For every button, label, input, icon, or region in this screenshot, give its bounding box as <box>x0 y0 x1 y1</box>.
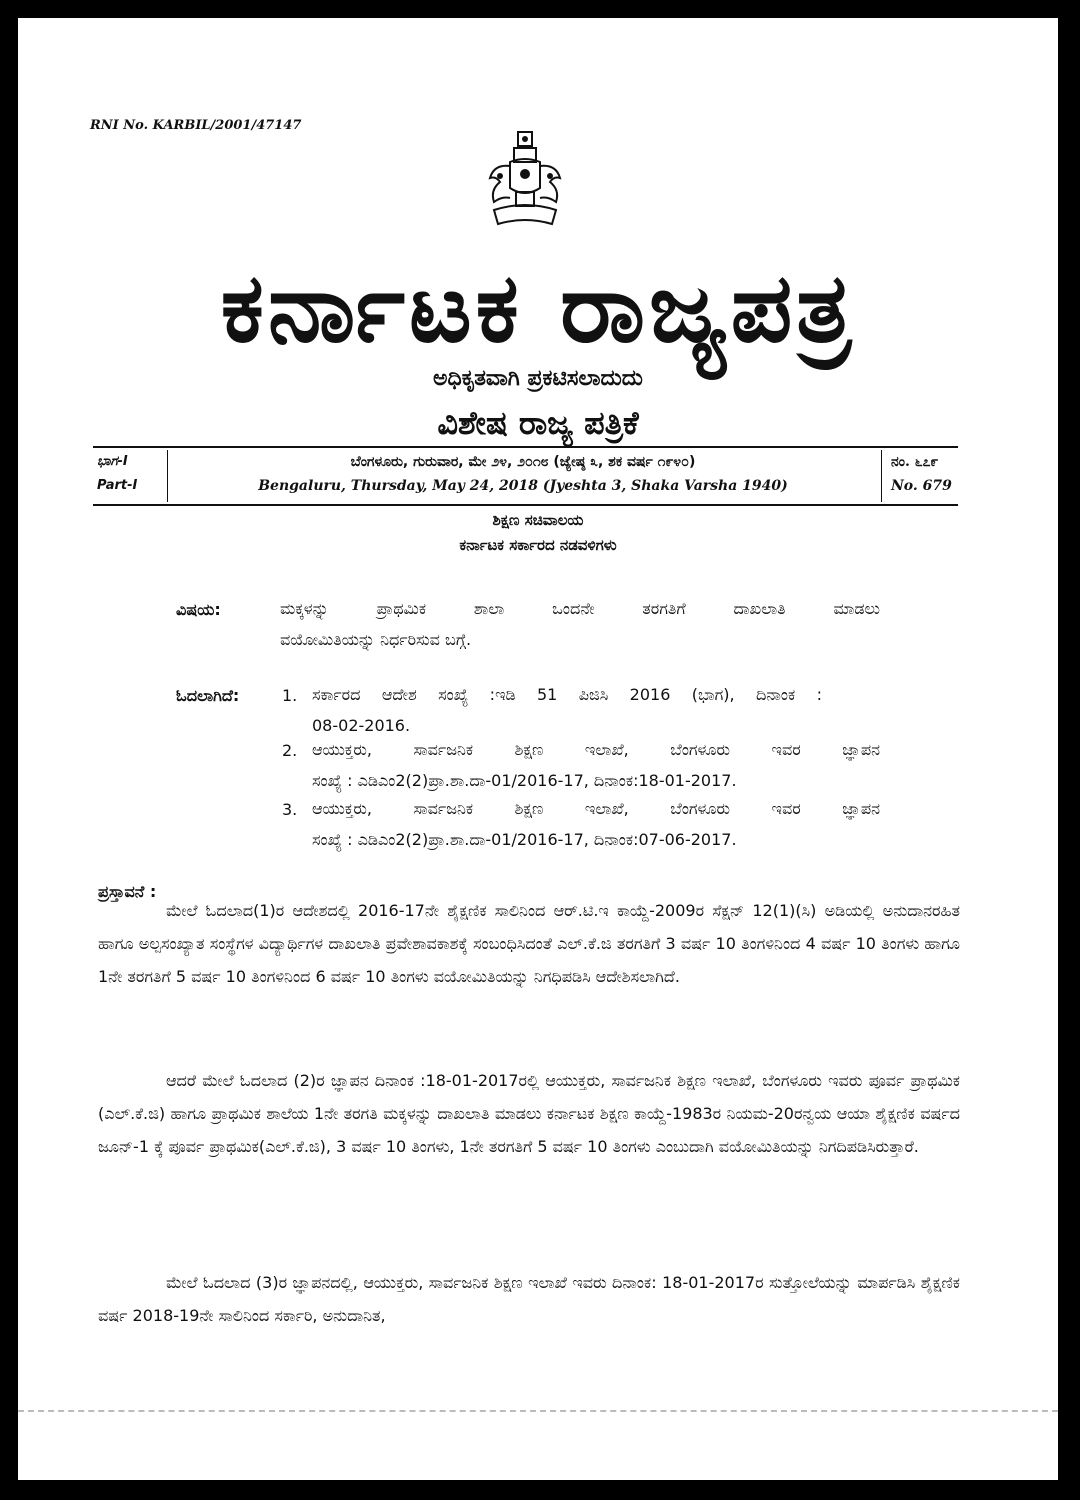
extraordinary-gazette-title: ವಿಶೇಷ ರಾಜ್ಯ ಪತ್ರಿಕೆ <box>437 404 639 442</box>
proceedings-title: ಕರ್ನಾಟಕ ಸರ್ಕಾರದ ನಡವಳಿಗಳು <box>459 536 617 554</box>
reference-line: ಆಯುಕ್ತರು, ಸಾರ್ವಜನಿಕ ಶಿಕ್ಷಣ ಇಲಾಖೆ, ಬೆಂಗಳೂರು ಇವರ ಜ್ಞಾಪನ <box>312 799 880 818</box>
reference-line: 08-02-2016. <box>312 716 411 735</box>
references-label: ಓದಲಾಗಿದೆ: <box>176 686 240 705</box>
reference-line: ಸಂಖ್ಯೆ : ಎಡಿಎಂ2(2)ಪ್ರಾ.ಶಾ.ದಾ-01/2016-17, ದಿನಾಂಕ:18-01-2017. <box>312 771 737 790</box>
part-label-kannada: ಭಾಗ-I <box>97 454 128 469</box>
issue-header-table <box>93 446 958 506</box>
issue-date-kannada: ಬೆಂಗಳೂರು, ಗುರುವಾರ, ಮೇ ೨೪, ೨೦೧೮ (ಜ್ಯೇಷ್ಠ ೩, ಶಕ ವರ್ಷ ೧೯೪೦) <box>350 454 696 470</box>
page-bottom-rule <box>18 1410 1058 1412</box>
gazette-masthead: ಕರ್ನಾಟಕ ರಾಜ್ಯಪತ್ರ <box>220 252 856 364</box>
reference-line: ಸಂಖ್ಯೆ : ಎಡಿಎಂ2(2)ಪ್ರಾ.ಶಾ.ದಾ-01/2016-17, ದಿನಾಂಕ:07-06-2017. <box>312 830 737 849</box>
reference-line: ಸರ್ಕಾರದ ಆದೇಶ ಸಂಖ್ಯೆ :ಇಡಿ 51 ಪಿಜಿಸಿ 2016 (ಭಾಗ), ದಿನಾಂಕ : <box>312 685 822 704</box>
issue-number-english: No. 679 <box>891 478 952 494</box>
published-by-authority: ಅಧಿಕೃತವಾಗಿ ಪ್ರಕಟಿಸಲಾದುದು <box>433 366 643 391</box>
subject-line-1: ಮಕ್ಕಳನ್ನು ಪ್ರಾಥಮಿಕ ಶಾಲಾ ಒಂದನೇ ತರಗತಿಗೆ ದಾಖಲಾತಿ ಮಾಡಲು <box>280 599 880 618</box>
subject-line-2: ವಯೋಮಿತಿಯನ್ನು ನಿರ್ಧರಿಸುವ ಬಗ್ಗೆ. <box>280 630 472 649</box>
issue-date-english: Bengaluru, Thursday, May 24, 2018 (Jyeshta 3, Shaka Varsha 1940) <box>258 478 788 494</box>
issue-number-kannada: ನಂ. ೬೭೯ <box>891 454 939 470</box>
rni-number: RNI No. KARBIL/2001/47147 <box>90 118 302 133</box>
reference-number: 2. <box>282 741 298 760</box>
reference-number: 1. <box>282 686 298 705</box>
preamble-label: ಪ್ರಸ್ತಾವನೆ : <box>98 882 157 901</box>
state-emblem-icon <box>480 126 570 236</box>
part-label-english: Part-I <box>97 478 138 493</box>
department-name: ಶಿಕ್ಷಣ ಸಚಿವಾಲಯ <box>492 511 584 529</box>
preamble-paragraph-1: ಮೇಲೆ ಓದಲಾದ(1)ರ ಆದೇಶದಲ್ಲಿ 2016-17ನೇ ಶೈಕ್ಷಣಿಕ ಸಾಲಿನಿಂದ ಆರ್.ಟಿ.ಇ ಕಾಯ್ದೆ-2009ರ ಸೆಕ್ಷನ್ 12(1)(ಸಿ) ಅಡಿಯಲ್ಲಿ ಅನುದಾನರಹಿತ ಹಾಗೂ ಅಲ್ಪಸಂಖ್ಯಾತ ಸಂಸ್ಥೆಗಳ ವಿದ್ಯಾರ್ಥಿಗಳ ದಾಖಲಾತಿ ಪ್ರವೇಶಾವಕಾಶಕ್ಕೆ ಸಂಬಂಧಿಸಿದಂತೆ ಎಲ್.ಕೆ.ಜಿ ತರಗತಿಗೆ 3 ವರ್ಷ 10 ತಿಂಗಳಿನಿಂದ 4 ವರ್ಷ 10 ತಿಂಗಳು ಹಾಗೂ 1ನೇ ತರಗತಿಗೆ 5 ವರ್ಷ 10 ತಿಂಗಳಿನಿಂದ 6 ವರ್ಷ 10 ತಿಂಗಳು ವಯೋಮಿತಿಯನ್ನು ನಿಗಧಿಪಡಿಸಿ ಆದೇಶಿಸಲಾಗಿದೆ. <box>98 901 960 986</box>
preamble-paragraph-3: ಮೇಲೆ ಓದಲಾದ (3)ರ ಜ್ಞಾಪನದಲ್ಲಿ, ಆಯುಕ್ತರು, ಸಾರ್ವಜನಿಕ ಶಿಕ್ಷಣ ಇಲಾಖೆ ಇವರು ದಿನಾಂಕ: 18-01-2017ರ ಸುತ್ತೋಲೆಯನ್ನು ಮಾರ್ಪಡಿಸಿ ಶೈಕ್ಷಣಿಕ ವರ್ಷ 2018-19ನೇ ಸಾಲಿನಿಂದ ಸರ್ಕಾರಿ, ಅನುದಾನಿತ, <box>98 1273 960 1325</box>
reference-number: 3. <box>282 800 298 819</box>
reference-line: ಆಯುಕ್ತರು, ಸಾರ್ವಜನಿಕ ಶಿಕ್ಷಣ ಇಲಾಖೆ, ಬೆಂಗಳೂರು ಇವರ ಜ್ಞಾಪನ <box>312 740 880 759</box>
preamble-paragraph-2: ಆದರೆ ಮೇಲೆ ಓದಲಾದ (2)ರ ಜ್ಞಾಪನ ದಿನಾಂಕ :18-01-2017ರಲ್ಲಿ ಆಯುಕ್ತರು, ಸಾರ್ವಜನಿಕ ಶಿಕ್ಷಣ ಇಲಾಖೆ, ಬೆಂಗಳೂರು ಇವರು ಪೂರ್ವ ಪ್ರಾಥಮಿಕ (ಎಲ್.ಕೆ.ಜಿ) ಹಾಗೂ ಪ್ರಾಥಮಿಕ ಶಾಲೆಯ 1ನೇ ತರಗತಿ ಮಕ್ಕಳನ್ನು ದಾಖಲಾತಿ ಮಾಡಲು ಕರ್ನಾಟಕ ಶಿಕ್ಷಣ ಕಾಯ್ದೆ-1983ರ ನಿಯಮ-20ರನ್ವಯ ಆಯಾ ಶೈಕ್ಷಣಿಕ ವರ್ಷದ ಜೂನ್-1 ಕ್ಕೆ ಪೂರ್ವ ಪ್ರಾಥಮಿಕ(ಎಲ್.ಕೆ.ಜಿ), 3 ವರ್ಷ 10 ತಿಂಗಳು, 1ನೇ ತರಗತಿಗೆ 5 ವರ್ಷ 10 ತಿಂಗಳು ಎಂಬುದಾಗಿ ವಯೋಮಿತಿಯನ್ನು ನಿಗದಿಪಡಿಸಿರುತ್ತಾರೆ. <box>98 1071 960 1156</box>
subject-label: ವಿಷಯ: <box>176 600 221 619</box>
gazette-page <box>18 18 1058 1480</box>
